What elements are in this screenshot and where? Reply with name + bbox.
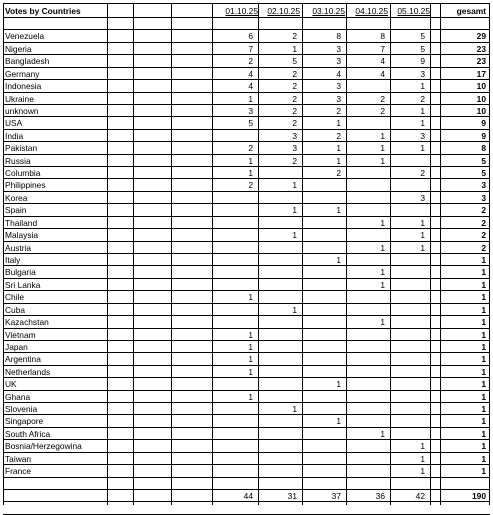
vote-cell[interactable]: 1 xyxy=(420,218,425,228)
vote-cell[interactable]: 3 xyxy=(248,106,253,116)
row-total-cell[interactable]: 1 xyxy=(481,354,486,364)
vote-cell[interactable]: 2 xyxy=(292,94,297,104)
vote-cell[interactable]: 1 xyxy=(420,441,425,451)
vote-cell[interactable]: 3 xyxy=(336,56,341,66)
vote-cell[interactable]: 2 xyxy=(420,168,425,178)
row-total-cell[interactable]: 2 xyxy=(481,205,486,215)
country-cell[interactable]: Bulgaria xyxy=(5,267,36,277)
country-cell[interactable]: Sri Lanka xyxy=(5,280,41,290)
country-cell[interactable]: Vietnam xyxy=(5,330,36,340)
vote-cell[interactable] xyxy=(302,403,341,415)
country-cell[interactable]: Columbia xyxy=(5,168,41,178)
vote-cell[interactable] xyxy=(258,453,297,465)
vote-cell[interactable]: 3 xyxy=(336,44,341,54)
vote-cell[interactable] xyxy=(258,329,297,341)
total-header[interactable]: gesamt xyxy=(456,6,486,16)
country-cell[interactable]: Singapore xyxy=(5,416,44,426)
vote-cell[interactable]: 1 xyxy=(380,156,385,166)
vote-cell[interactable] xyxy=(258,341,297,353)
vote-cell[interactable] xyxy=(212,229,253,241)
vote-cell[interactable]: 7 xyxy=(380,44,385,54)
vote-cell[interactable]: 1 xyxy=(380,280,385,290)
vote-cell[interactable] xyxy=(258,167,297,179)
country-cell[interactable]: Germany xyxy=(5,69,40,79)
vote-cell[interactable] xyxy=(258,266,297,278)
vote-cell[interactable] xyxy=(390,204,425,216)
vote-cell[interactable]: 1 xyxy=(336,156,341,166)
vote-cell[interactable]: 2 xyxy=(248,56,253,66)
country-cell[interactable]: Chile xyxy=(5,292,25,302)
vote-cell[interactable] xyxy=(258,254,297,266)
vote-cell[interactable] xyxy=(390,391,425,403)
vote-cell[interactable] xyxy=(302,366,341,378)
vote-cell[interactable] xyxy=(346,403,385,415)
vote-cell[interactable]: 1 xyxy=(248,156,253,166)
vote-cell[interactable]: 1 xyxy=(336,143,341,153)
vote-cell[interactable]: 3 xyxy=(336,81,341,91)
vote-cell[interactable]: 1 xyxy=(380,131,385,141)
row-total-cell[interactable]: 9 xyxy=(481,118,486,128)
vote-cell[interactable] xyxy=(212,242,253,254)
vote-cell[interactable] xyxy=(302,316,341,328)
vote-cell[interactable] xyxy=(346,415,385,427)
grand-total-cell[interactable]: 190 xyxy=(472,491,486,501)
vote-cell[interactable] xyxy=(390,415,425,427)
vote-cell[interactable]: 8 xyxy=(336,31,341,41)
column-sum-cell[interactable]: 42 xyxy=(415,491,425,501)
vote-cell[interactable]: 1 xyxy=(248,168,253,178)
row-total-cell[interactable]: 3 xyxy=(481,180,486,190)
vote-cell[interactable]: 4 xyxy=(380,69,385,79)
vote-cell[interactable]: 1 xyxy=(336,379,341,389)
vote-cell[interactable]: 1 xyxy=(248,330,253,340)
vote-cell[interactable]: 2 xyxy=(292,118,297,128)
row-total-cell[interactable]: 9 xyxy=(481,131,486,141)
vote-cell[interactable]: 4 xyxy=(248,69,253,79)
vote-cell[interactable] xyxy=(390,341,425,353)
vote-cell[interactable] xyxy=(258,378,297,390)
vote-cell[interactable] xyxy=(212,453,253,465)
vote-cell[interactable] xyxy=(258,192,297,204)
vote-cell[interactable] xyxy=(390,291,425,303)
vote-cell[interactable] xyxy=(212,130,253,142)
vote-cell[interactable]: 5 xyxy=(420,31,425,41)
row-total-cell[interactable]: 10 xyxy=(476,106,486,116)
row-total-cell[interactable]: 1 xyxy=(481,342,486,352)
row-total-cell[interactable]: 10 xyxy=(476,81,486,91)
vote-cell[interactable]: 1 xyxy=(420,454,425,464)
vote-cell[interactable]: 5 xyxy=(420,44,425,54)
vote-cell[interactable] xyxy=(346,304,385,316)
row-total-cell[interactable]: 5 xyxy=(481,168,486,178)
row-total-cell[interactable]: 3 xyxy=(481,193,486,203)
vote-cell[interactable]: 1 xyxy=(248,94,253,104)
vote-cell[interactable]: 1 xyxy=(336,416,341,426)
vote-cell[interactable]: 4 xyxy=(336,69,341,79)
country-cell[interactable]: Russia xyxy=(5,156,31,166)
vote-cell[interactable] xyxy=(302,329,341,341)
vote-cell[interactable]: 1 xyxy=(380,317,385,327)
vote-cell[interactable]: 1 xyxy=(292,404,297,414)
vote-cell[interactable]: 1 xyxy=(380,218,385,228)
date-header-5[interactable]: 05.10.25 xyxy=(397,6,430,16)
vote-cell[interactable]: 2 xyxy=(248,180,253,190)
vote-cell[interactable] xyxy=(390,304,425,316)
vote-cell[interactable] xyxy=(302,304,341,316)
country-cell[interactable]: Slovenia xyxy=(5,404,38,414)
vote-cell[interactable] xyxy=(346,341,385,353)
row-total-cell[interactable]: 1 xyxy=(481,317,486,327)
vote-cell[interactable] xyxy=(302,291,341,303)
vote-cell[interactable] xyxy=(346,254,385,266)
vote-cell[interactable] xyxy=(390,403,425,415)
vote-cell[interactable] xyxy=(302,353,341,365)
row-total-cell[interactable]: 2 xyxy=(481,243,486,253)
country-cell[interactable]: Netherlands xyxy=(5,367,51,377)
vote-cell[interactable]: 7 xyxy=(248,44,253,54)
country-cell[interactable]: Venezuela xyxy=(5,31,45,41)
vote-cell[interactable] xyxy=(212,204,253,216)
vote-cell[interactable] xyxy=(258,279,297,291)
row-total-cell[interactable]: 1 xyxy=(481,416,486,426)
country-cell[interactable]: UK xyxy=(5,379,17,389)
vote-cell[interactable] xyxy=(390,366,425,378)
country-cell[interactable]: Philippines xyxy=(5,180,46,190)
country-cell[interactable]: Taiwan xyxy=(5,454,32,464)
vote-cell[interactable]: 1 xyxy=(420,243,425,253)
vote-cell[interactable]: 1 xyxy=(420,106,425,116)
vote-cell[interactable] xyxy=(302,192,341,204)
vote-cell[interactable]: 1 xyxy=(380,243,385,253)
column-sum-cell[interactable]: 31 xyxy=(287,491,297,501)
vote-cell[interactable]: 2 xyxy=(292,106,297,116)
row-total-cell[interactable]: 1 xyxy=(481,267,486,277)
vote-cell[interactable] xyxy=(302,217,341,229)
vote-cell[interactable]: 2 xyxy=(380,94,385,104)
vote-cell[interactable] xyxy=(302,391,341,403)
vote-cell[interactable] xyxy=(302,229,341,241)
country-cell[interactable]: Argentina xyxy=(5,354,41,364)
vote-cell[interactable] xyxy=(302,440,341,452)
vote-cell[interactable] xyxy=(346,179,385,191)
vote-cell[interactable]: 1 xyxy=(380,267,385,277)
country-cell[interactable]: Korea xyxy=(5,193,28,203)
vote-cell[interactable] xyxy=(258,391,297,403)
vote-cell[interactable] xyxy=(302,242,341,254)
row-total-cell[interactable]: 1 xyxy=(481,305,486,315)
vote-cell[interactable]: 5 xyxy=(292,56,297,66)
vote-cell[interactable] xyxy=(212,217,253,229)
country-cell[interactable]: Ghana xyxy=(5,392,31,402)
vote-cell[interactable]: 1 xyxy=(420,143,425,153)
country-cell[interactable]: unknown xyxy=(5,106,39,116)
row-gridline xyxy=(3,3,490,4)
vote-cell[interactable] xyxy=(302,266,341,278)
vote-cell[interactable]: 1 xyxy=(380,143,385,153)
vote-cell[interactable]: 1 xyxy=(248,354,253,364)
column-sum-cell[interactable]: 36 xyxy=(375,491,385,501)
vote-cell[interactable]: 1 xyxy=(292,305,297,315)
vote-cell[interactable] xyxy=(258,415,297,427)
vote-cell[interactable]: 1 xyxy=(420,466,425,476)
vote-cell[interactable]: 1 xyxy=(292,230,297,240)
vote-cell[interactable]: 1 xyxy=(420,230,425,240)
vote-cell[interactable] xyxy=(212,254,253,266)
vote-cell[interactable]: 1 xyxy=(420,81,425,91)
date-header-4[interactable]: 04.10.25 xyxy=(355,6,388,16)
row-total-cell[interactable]: 23 xyxy=(476,44,486,54)
vote-cell[interactable]: 6 xyxy=(248,31,253,41)
row-total-cell[interactable]: 1 xyxy=(481,255,486,265)
vote-cell[interactable] xyxy=(390,155,425,167)
country-cell[interactable]: Cuba xyxy=(5,305,26,315)
vote-cell[interactable]: 5 xyxy=(248,118,253,128)
vote-cell[interactable] xyxy=(302,279,341,291)
vote-cell[interactable] xyxy=(212,465,253,477)
vote-cell[interactable]: 8 xyxy=(380,31,385,41)
row-total-cell[interactable]: 10 xyxy=(476,94,486,104)
country-cell[interactable]: Thailand xyxy=(5,218,38,228)
row-total-cell[interactable]: 1 xyxy=(481,280,486,290)
vote-cell[interactable]: 3 xyxy=(420,193,425,203)
vote-cell[interactable] xyxy=(346,167,385,179)
vote-cell[interactable] xyxy=(258,366,297,378)
row-total-cell[interactable]: 1 xyxy=(481,404,486,414)
vote-cell[interactable] xyxy=(258,217,297,229)
vote-cell[interactable]: 2 xyxy=(336,168,341,178)
vote-cell[interactable]: 3 xyxy=(292,143,297,153)
vote-cell[interactable] xyxy=(258,428,297,440)
vote-cell[interactable]: 1 xyxy=(248,342,253,352)
vote-cell[interactable]: 4 xyxy=(380,56,385,66)
vote-cell[interactable] xyxy=(346,117,385,129)
vote-cell[interactable] xyxy=(212,316,253,328)
vote-cell[interactable]: 1 xyxy=(336,118,341,128)
sheet-title[interactable]: Votes by Countries xyxy=(5,6,81,16)
vote-cell[interactable]: 3 xyxy=(292,131,297,141)
vote-cell[interactable] xyxy=(302,453,341,465)
vote-cell[interactable] xyxy=(302,341,341,353)
row-total-cell[interactable]: 1 xyxy=(481,441,486,451)
row-total-cell[interactable]: 29 xyxy=(476,31,486,41)
vote-cell[interactable] xyxy=(390,179,425,191)
vote-cell[interactable]: 1 xyxy=(380,429,385,439)
row-total-cell[interactable]: 23 xyxy=(476,56,486,66)
row-total-cell[interactable]: 1 xyxy=(481,330,486,340)
date-header-2[interactable]: 02.10.25 xyxy=(267,6,300,16)
vote-cell[interactable] xyxy=(346,204,385,216)
vote-cell[interactable] xyxy=(258,316,297,328)
vote-cell[interactable] xyxy=(390,428,425,440)
country-cell[interactable]: Nigeria xyxy=(5,44,32,54)
vote-cell[interactable]: 2 xyxy=(380,106,385,116)
vote-cell[interactable] xyxy=(212,266,253,278)
row-total-cell[interactable]: 1 xyxy=(481,392,486,402)
vote-cell[interactable] xyxy=(212,304,253,316)
vote-cell[interactable] xyxy=(346,453,385,465)
vote-cell[interactable] xyxy=(346,229,385,241)
country-cell[interactable]: India xyxy=(5,131,24,141)
vote-cell[interactable] xyxy=(212,403,253,415)
vote-cell[interactable] xyxy=(346,465,385,477)
vote-cell[interactable] xyxy=(346,192,385,204)
row-total-cell[interactable]: 1 xyxy=(481,379,486,389)
vote-cell[interactable]: 2 xyxy=(292,156,297,166)
country-cell[interactable]: Austria xyxy=(5,243,32,253)
vote-cell[interactable] xyxy=(346,353,385,365)
vote-cell[interactable] xyxy=(258,291,297,303)
vote-cell[interactable]: 2 xyxy=(420,94,425,104)
vote-cell[interactable] xyxy=(346,80,385,92)
vote-cell[interactable] xyxy=(258,242,297,254)
country-cell[interactable]: Bosnia/Herzegowina xyxy=(5,441,82,451)
vote-cell[interactable] xyxy=(212,378,253,390)
date-header-1[interactable]: 01.10.25 xyxy=(225,6,258,16)
vote-cell[interactable] xyxy=(346,440,385,452)
row-total-cell[interactable]: 5 xyxy=(481,156,486,166)
column-sum-cell[interactable]: 37 xyxy=(331,491,341,501)
vote-cell[interactable]: 1 xyxy=(420,118,425,128)
vote-cell[interactable] xyxy=(258,465,297,477)
row-total-cell[interactable]: 1 xyxy=(481,367,486,377)
vote-cell[interactable] xyxy=(302,465,341,477)
country-cell[interactable]: Italy xyxy=(5,255,21,265)
vote-cell[interactable] xyxy=(390,378,425,390)
vote-cell[interactable]: 2 xyxy=(336,131,341,141)
country-cell[interactable]: Pakistan xyxy=(5,143,38,153)
vote-cell[interactable] xyxy=(390,316,425,328)
vote-cell[interactable]: 9 xyxy=(420,56,425,66)
row-total-cell[interactable]: 1 xyxy=(481,429,486,439)
vote-cell[interactable]: 1 xyxy=(248,392,253,402)
vote-cell[interactable] xyxy=(212,279,253,291)
vote-cell[interactable]: 1 xyxy=(248,292,253,302)
row-gridline xyxy=(3,477,490,478)
vote-cell[interactable]: 2 xyxy=(292,31,297,41)
vote-cell[interactable]: 3 xyxy=(336,94,341,104)
vote-cell[interactable]: 1 xyxy=(292,44,297,54)
row-total-cell[interactable]: 1 xyxy=(481,292,486,302)
row-gridline xyxy=(3,17,490,18)
vote-cell[interactable] xyxy=(212,415,253,427)
country-cell[interactable]: Spain xyxy=(5,205,27,215)
vote-cell[interactable] xyxy=(212,192,253,204)
row-total-cell[interactable]: 8 xyxy=(481,143,486,153)
vote-cell[interactable]: 1 xyxy=(292,180,297,190)
country-cell[interactable]: Indonesia xyxy=(5,81,42,91)
vote-cell[interactable]: 3 xyxy=(420,131,425,141)
vote-cell[interactable]: 2 xyxy=(248,143,253,153)
row-total-cell[interactable]: 2 xyxy=(481,218,486,228)
country-cell[interactable]: France xyxy=(5,466,32,476)
vote-cell[interactable] xyxy=(390,279,425,291)
vote-cell[interactable] xyxy=(346,291,385,303)
row-total-cell[interactable]: 1 xyxy=(481,454,486,464)
country-cell[interactable]: Malaysia xyxy=(5,230,39,240)
vote-cell[interactable]: 1 xyxy=(292,205,297,215)
vote-cell[interactable] xyxy=(212,440,253,452)
column-sum-cell[interactable]: 44 xyxy=(243,491,253,501)
vote-cell[interactable] xyxy=(258,440,297,452)
country-cell[interactable]: Japan xyxy=(5,342,28,352)
vote-cell[interactable]: 2 xyxy=(292,81,297,91)
vote-cell[interactable] xyxy=(346,329,385,341)
vote-cell[interactable] xyxy=(390,329,425,341)
vote-cell[interactable]: 2 xyxy=(292,69,297,79)
vote-cell[interactable] xyxy=(346,378,385,390)
vote-cell[interactable] xyxy=(390,254,425,266)
vote-cell[interactable]: 4 xyxy=(248,81,253,91)
vote-cell[interactable]: 1 xyxy=(248,367,253,377)
country-cell[interactable]: Kazachstan xyxy=(5,317,49,327)
vote-cell[interactable]: 2 xyxy=(336,106,341,116)
vote-cell[interactable] xyxy=(212,428,253,440)
vote-cell[interactable] xyxy=(346,391,385,403)
country-cell[interactable]: Bangladesh xyxy=(5,56,50,66)
vote-cell[interactable]: 3 xyxy=(420,69,425,79)
row-total-cell[interactable]: 2 xyxy=(481,230,486,240)
vote-cell[interactable]: 1 xyxy=(336,205,341,215)
country-cell[interactable]: Ukraine xyxy=(5,94,34,104)
row-total-cell[interactable]: 17 xyxy=(476,69,486,79)
vote-cell[interactable]: 1 xyxy=(336,255,341,265)
country-cell[interactable]: South Africa xyxy=(5,429,51,439)
vote-cell[interactable] xyxy=(258,353,297,365)
date-header-3[interactable]: 03.10.25 xyxy=(312,6,345,16)
vote-cell[interactable] xyxy=(390,266,425,278)
vote-cell[interactable] xyxy=(302,428,341,440)
vote-cell[interactable] xyxy=(302,179,341,191)
country-cell[interactable]: USA xyxy=(5,118,23,128)
row-total-cell[interactable]: 1 xyxy=(481,466,486,476)
vote-cell[interactable] xyxy=(346,366,385,378)
vote-cell[interactable] xyxy=(390,353,425,365)
